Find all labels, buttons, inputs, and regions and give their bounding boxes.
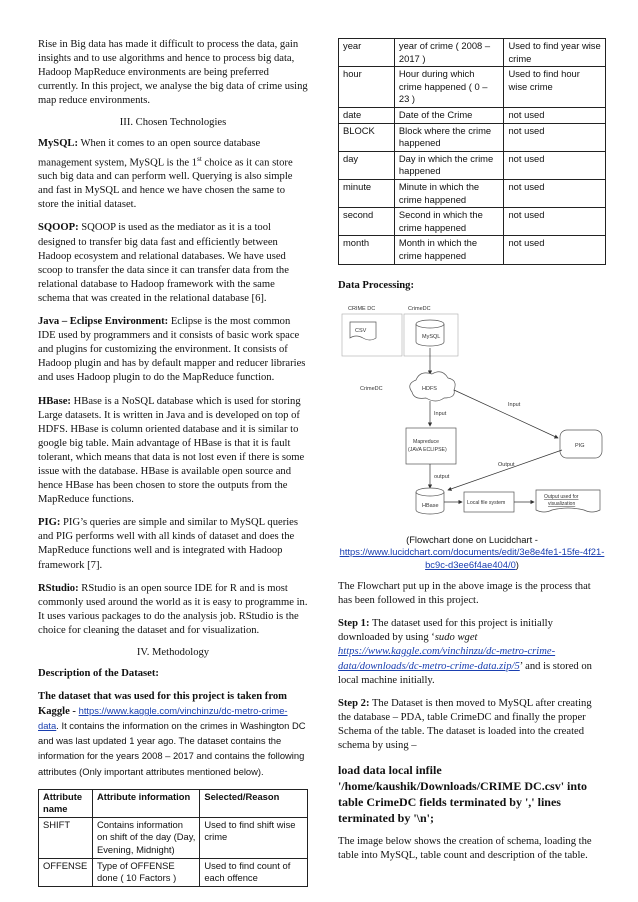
load-data-command: load data local infile '/home/kaushik/Downloads/CRIME DC.csv' into table CrimeDC fields terminated by ',' lines terminated by '\n'; (338, 763, 588, 826)
table-row (339, 67, 606, 108)
pig-paragraph (38, 516, 308, 572)
mysql-text-b: choice as it can store such big data and can perform well. Querying is also simple and fast in MySQL and hence we have chosen the same to store the initial dataset. (38, 157, 293, 211)
flowchart (338, 302, 606, 530)
table-row (339, 107, 606, 123)
rstudio-paragraph (38, 582, 308, 638)
step1-text-a: The dataset used for this project is initially downloaded by using ‘ (338, 618, 553, 644)
flow-node-hdfs: HDFS (422, 385, 437, 392)
table-cell: Used to find hour wise crime (504, 67, 606, 108)
table-row (339, 179, 606, 207)
step1-label: Step 1: (338, 618, 370, 630)
mysql-cylinder (416, 320, 444, 346)
table-cell: Minute in which the crime happened (394, 179, 504, 207)
flow-node-mysql: MySQL (422, 333, 441, 340)
table-row (39, 858, 308, 886)
dataset-paragraph (38, 690, 308, 780)
table-header-row (39, 789, 308, 817)
dataset-text: . It contains the information on the crimes in Washington DC and was last updated 1 year ago. The dataset contains the information for the years 2008 – 2017 and contains the following attributes (Only important attributes mentioned below). (38, 720, 306, 777)
table-cell: not used (504, 179, 606, 207)
section-heading-methodology: IV. Methodology (136, 647, 210, 658)
table-cell: not used (504, 123, 606, 151)
table-cell: Month in which the crime happened (394, 236, 504, 264)
attribute-table (38, 789, 308, 887)
step2-text: The Dataset is then moved to MySQL after creating the database – PDA, table CrimeDC and finally the proper Schema of the table. The dataset is loaded into the created schema by using – (338, 697, 592, 752)
table-row (339, 151, 606, 179)
table-row (339, 236, 606, 264)
intro-paragraph: Rise in Big data has made it difficult to process the data, gain insights and to use algorithms and hence to process big data, Hadoop MapReduce environments are being preferred currently. In this project, we analyse the big data of crime using map reduce environments. (38, 39, 308, 107)
flow-label-output-1: Output (498, 461, 515, 468)
hbase-label: HBase: (38, 395, 71, 407)
flow-label-input-2: Input (508, 401, 521, 408)
kaggle-dataset-link[interactable]: https://www.kaggle.com/vinchinzu/dc-metro-crime-data (38, 705, 288, 732)
left-column (38, 38, 308, 887)
step1-paragraph (338, 617, 606, 687)
flow-label-input-1: Input (434, 410, 447, 417)
flow-node-pig: PIG (575, 442, 585, 449)
flowchart-description: The Flowchart put up in the above image is the process that has been followed in this project. (338, 581, 591, 607)
table-cell: Block where the crime happened (394, 123, 504, 151)
table-header-cell: Attribute name (39, 789, 93, 817)
table-cell: not used (504, 107, 606, 123)
table-header-cell: Attribute information (92, 789, 199, 817)
table-cell: year (339, 39, 395, 67)
table-cell: Type of OFFENSE done ( 10 Factors ) (92, 858, 199, 886)
sqoop-paragraph (38, 221, 308, 306)
mapreduce-box (406, 428, 456, 464)
hbase-cylinder (416, 488, 444, 514)
table-cell: not used (504, 208, 606, 236)
caption-end: ) (515, 558, 519, 570)
step2-paragraph (338, 697, 606, 753)
table-row (339, 208, 606, 236)
step1-text-b: ’ and is stored on local machine initially. (338, 660, 592, 686)
schema-image-description: The image below shows the creation of schema, loading the table into MySQL, table count and description of the table. (338, 836, 592, 862)
table-cell: date (339, 107, 395, 123)
java-text: Eclipse is the most common IDE used by programmers and it consists of basic work space and plugins for customizing the environment. It consists of Hadoop plugin and has by default mapper and reducer libraries and uses Hadoop plugin to do the MapReduce function. (38, 316, 306, 384)
right-column (338, 38, 606, 872)
sqoop-label: SQOOP: (38, 222, 79, 234)
mysql-sup: st (197, 154, 202, 163)
table-cell: BLOCK (339, 123, 395, 151)
table-cell: second (339, 208, 395, 236)
table-header-cell: Selected/Reason (200, 789, 308, 817)
table-cell: not used (504, 151, 606, 179)
table-row (39, 817, 308, 858)
sqoop-text: SQOOP is used as the mediator as it is a tool designed to transfer big data fast and efficiently between Hadoop ecosystem and relational databases. We have used scoop to transfer the data since it can transfer data from the relational database to Hadoop framework with the same schema that was created in the relational database [6]. (38, 222, 289, 304)
table-cell: minute (339, 179, 395, 207)
table-cell: Used to find year wise crime (504, 39, 606, 67)
table-cell: year of crime ( 2008 – 2017 ) (394, 39, 504, 67)
table-cell: OFFENSE (39, 858, 93, 886)
flow-arrow-pig-hbase (448, 450, 562, 490)
table-cell: Date of the Crime (394, 107, 504, 123)
mysql-label: MySQL: (38, 138, 79, 150)
dataset-description-heading: Description of the Dataset: (38, 668, 159, 679)
table-cell: Contains information on shift of the day (Day, Evening, Midnight) (92, 817, 199, 858)
flow-node-output-line1: Output used for (544, 493, 579, 500)
hbase-paragraph (38, 395, 308, 508)
flow-node-output-line2: visualization (548, 500, 576, 507)
rstudio-text: RStudio is an open source IDE for R and is most commonly used around the world as it is easy to programme in. It uses various packages to do the analysis job. RStudio is the choice for cleaning the dataset and for visualization. (38, 582, 308, 636)
flow-label-output-2: output (434, 473, 450, 480)
caption-text: (Flowchart done on Lucidchart - (406, 533, 538, 545)
table-cell: month (339, 236, 395, 264)
flow-node-local-file: Local file system (467, 499, 506, 506)
table-cell: SHIFT (39, 817, 93, 858)
data-processing-heading: Data Processing: (338, 279, 415, 291)
mysql-text-a: When it comes to an open source database management system, MySQL is the 1 (38, 138, 261, 169)
dataset-bold-intro: The dataset that was used for this project is taken from Kaggle - (38, 691, 287, 718)
table-row (339, 123, 606, 151)
mysql-paragraph (38, 137, 308, 212)
table-cell: Used to find count of each offence (200, 858, 308, 886)
table-cell: Day in which the crime happened (394, 151, 504, 179)
lucidchart-link[interactable]: https://www.lucidchart.com/documents/edit/3e8e4fe1-15fe-4f21-bc9c-d3ee6f4ae404/0 (339, 546, 605, 570)
java-paragraph (38, 315, 308, 385)
flow-node-mapreduce-line1: Mapreduce (413, 438, 439, 445)
table-cell: day (339, 151, 395, 179)
section-heading-chosen-technologies: III. Chosen Technologies (119, 117, 227, 129)
pig-label: PIG: (38, 517, 61, 529)
hbase-text: HBase is a NoSQL database which is used for storing Large datasets. It is written in Java and is developed on top of HDFS. HBase is column oriented database and it is similar to google big table. Main advantage of HBase is that it is fault tolerant, which means that data is not lost even if there is some issue with the database. HBase is available open source and hence HBase has been chosen to store the outputs from the MapReduce functions. (38, 395, 305, 506)
rstudio-label: RStudio: (38, 582, 79, 594)
table-cell: hour (339, 67, 395, 108)
step1-command: sudo wget (434, 632, 478, 644)
table-cell: not used (504, 236, 606, 264)
flow-node-hbase: HBase (422, 502, 439, 509)
step1-download-link[interactable]: https://www.kaggle.com/vinchinzu/dc-metro-crime-data/downloads/dc-metro-crime-data.zip/5 (338, 646, 556, 672)
table-row (339, 39, 606, 67)
flow-label-crimedc-mid: CrimeDC (360, 385, 383, 392)
java-label: Java – Eclipse Environment: (38, 316, 169, 328)
pig-text: PIG’s queries are simple and similar to MySQL queries and PIG performs well with all kinds of dataset and does the MapReduce functions well and is integrated with Hadoop framework [7]. (38, 517, 299, 571)
table-cell: Second in which the crime happened (394, 208, 504, 236)
flow-node-mapreduce-line2: (JAVA ECLIPSE) (408, 446, 447, 453)
flowchart-caption (338, 534, 606, 572)
flow-label-crimedc-top: CrimeDC (408, 305, 431, 312)
table-cell: Hour during which crime happened ( 0 – 23 ) (394, 67, 504, 108)
flow-arrow-hdfs-pig (454, 390, 558, 438)
step2-label: Step 2: (338, 697, 370, 709)
attribute-table-continued (338, 38, 606, 265)
table-cell: Used to find shift wise crime (200, 817, 308, 858)
flow-node-csv: CSV (355, 327, 367, 334)
flow-label-crime-dc: CRIME DC (348, 305, 376, 312)
